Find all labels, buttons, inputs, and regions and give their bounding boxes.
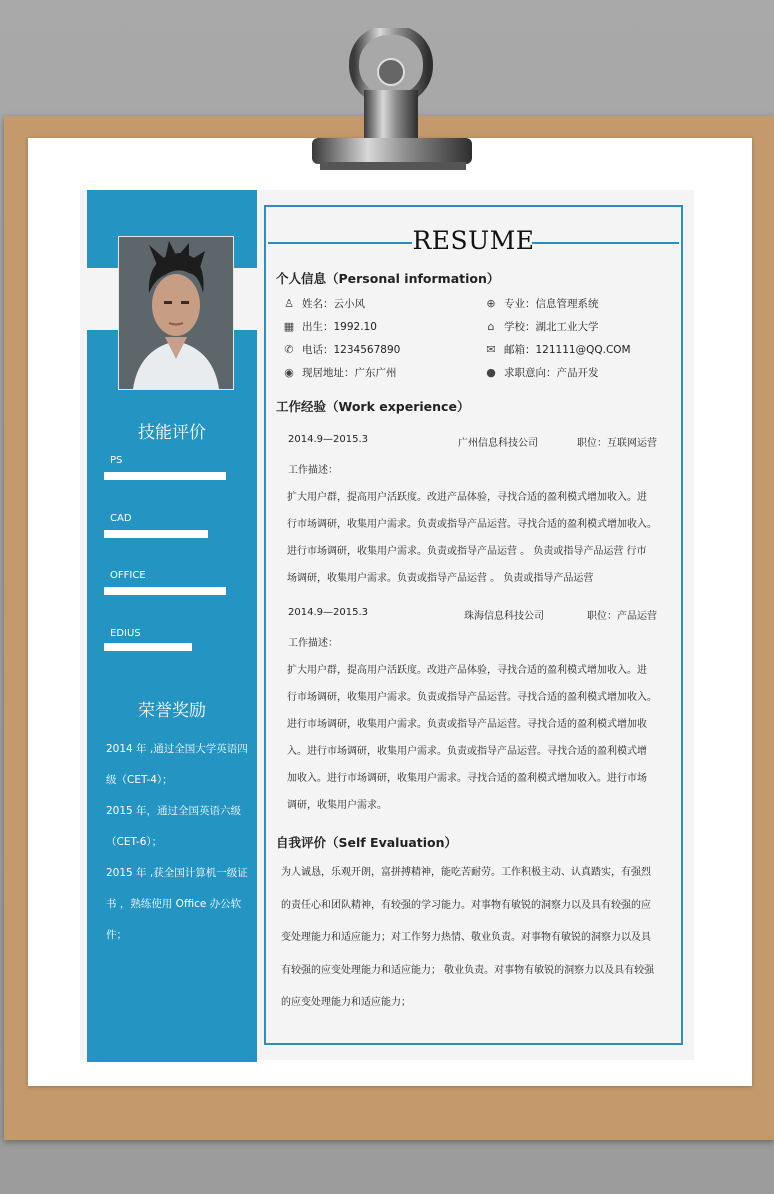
location-icon: ◉ [284,366,294,379]
job1-desc-label: 工作描述： [288,465,338,476]
skill-bar-ps [104,472,226,480]
award-line: 2015 年，通过全国英语六级 [106,805,242,817]
info-phone: ✆ 电话：1234567890 [282,342,400,357]
award-line: 2015 年 ,获全国计算机一级证 [106,867,248,879]
binder-clip-icon [306,28,476,178]
info-birth: ▦ 出生：1992.10 [283,320,377,333]
self-eval-line: 的责任心和团队精神，有较强的学习能力。对事物有敏锐的洞察力以及具有较强的应 [281,900,651,911]
school-icon: ⌂ [487,320,495,333]
compass-icon: ⊕ [486,297,496,310]
self-eval-line: 有较强的应变处理能力和适应能力； 敬业负责。对事物有敏锐的洞察力以及具有较强 [281,965,655,976]
avatar-photo [118,236,234,390]
briefcase-icon: ● [486,366,496,379]
info-address: ◉ 现居地址：广东广州 [282,365,397,380]
self-eval-line: 为人诚恳，乐观开朗，富拼搏精神，能吃苦耐劳。工作积极主动、认真踏实，有强烈 [281,867,651,878]
award-line: 件； [106,929,127,941]
award-line: 书 ，熟练使用 Office 办公软 [106,898,242,910]
skill-label-office: OFFICE [110,570,146,581]
phone-icon: ✆ [284,343,294,356]
skill-label-edius: EDIUS [110,628,141,639]
info-email: ✉ 邮箱：121111@QQ.COM [484,342,631,357]
info-major: ⊕ 专业：信息管理系统 [484,296,599,311]
self-eval-line: 变处理能力和适应能力；对工作努力热情、敬业负责。对事物有敏锐的洞察力以及具 [281,932,651,943]
skills-title: 技能评价 [138,423,206,443]
personal-info-heading: 个人信息（Personal information） [276,271,500,286]
award-line: 级（CET-4）； [106,774,173,786]
job1-line: 场调研，收集用户需求。负责或指导产品运营 。 负责或指导产品运营 [287,573,594,584]
info-name: ♙ 姓名：云小风 [282,296,365,311]
info-school: ⌂ 学校：湖北工业大学 [484,319,599,334]
awards-title: 荣誉奖励 [138,701,206,721]
job1-line: 行市场调研，收集用户需求。负责或指导产品运营。寻找合适的盈利模式增加收入。 [287,519,657,530]
job2-line: 加收入。进行市场调研，收集用户需求。寻找合适的盈利模式增加收入。进行市场 [287,773,647,784]
skill-bar-cad [104,530,208,538]
mail-icon: ✉ [486,343,496,356]
job2-desc-label: 工作描述： [288,638,338,649]
awards-list [106,734,248,951]
job2-line: 入。进行市场调研，收集用户需求。负责或指导产品运营。寻找合适的盈利模式增 [287,746,647,757]
job2-line: 行市场调研，收集用户需求。负责或指导产品运营。寻找合适的盈利模式增加收入。 [287,692,657,703]
skill-label-cad: CAD [110,513,132,524]
user-icon: ♙ [284,297,294,310]
job2-line: 调研，收集用户需求。 [287,800,387,811]
job1-position: 职位：互联网运营 [577,438,657,449]
job2-line: 扩大用户群，提高用户活跃度。改进产品体验，寻找合适的盈利模式增加收入。进 [287,665,647,676]
resume-title: RESUME [412,226,535,255]
info-intent: ● 求职意向：产品开发 [484,365,599,380]
award-line: 2014 年 ,通过全国大学英语四 [106,743,248,755]
job1-company: 广州信息科技公司 [458,438,538,449]
job2-company: 珠海信息科技公司 [464,611,544,622]
job1-line: 扩大用户群，提高用户活跃度。改进产品体验，寻找合适的盈利模式增加收入。进 [287,492,647,503]
work-heading: 工作经验（Work experience） [276,399,470,414]
job2-position: 职位：产品运营 [587,611,657,622]
job2-period: 2014.9—2015.3 [288,607,368,618]
job1-line: 进行市场调研，收集用户需求。负责或指导产品运营 。 负责或指导产品运营 行市 [287,546,647,557]
self-eval-heading: 自我评价（Self Evaluation） [276,835,458,850]
job2-line: 进行市场调研，收集用户需求。负责或指导产品运营。寻找合适的盈利模式增加收 [287,719,647,730]
self-eval-line: 的应变处理能力和适应能力； [281,997,411,1008]
skill-bar-edius [104,643,192,651]
calendar-icon: ▦ [283,320,295,333]
skill-label-ps: PS [110,455,123,466]
skill-bar-office [104,587,226,595]
job1-period: 2014.9—2015.3 [288,434,368,445]
award-line: （CET-6）； [106,836,163,848]
